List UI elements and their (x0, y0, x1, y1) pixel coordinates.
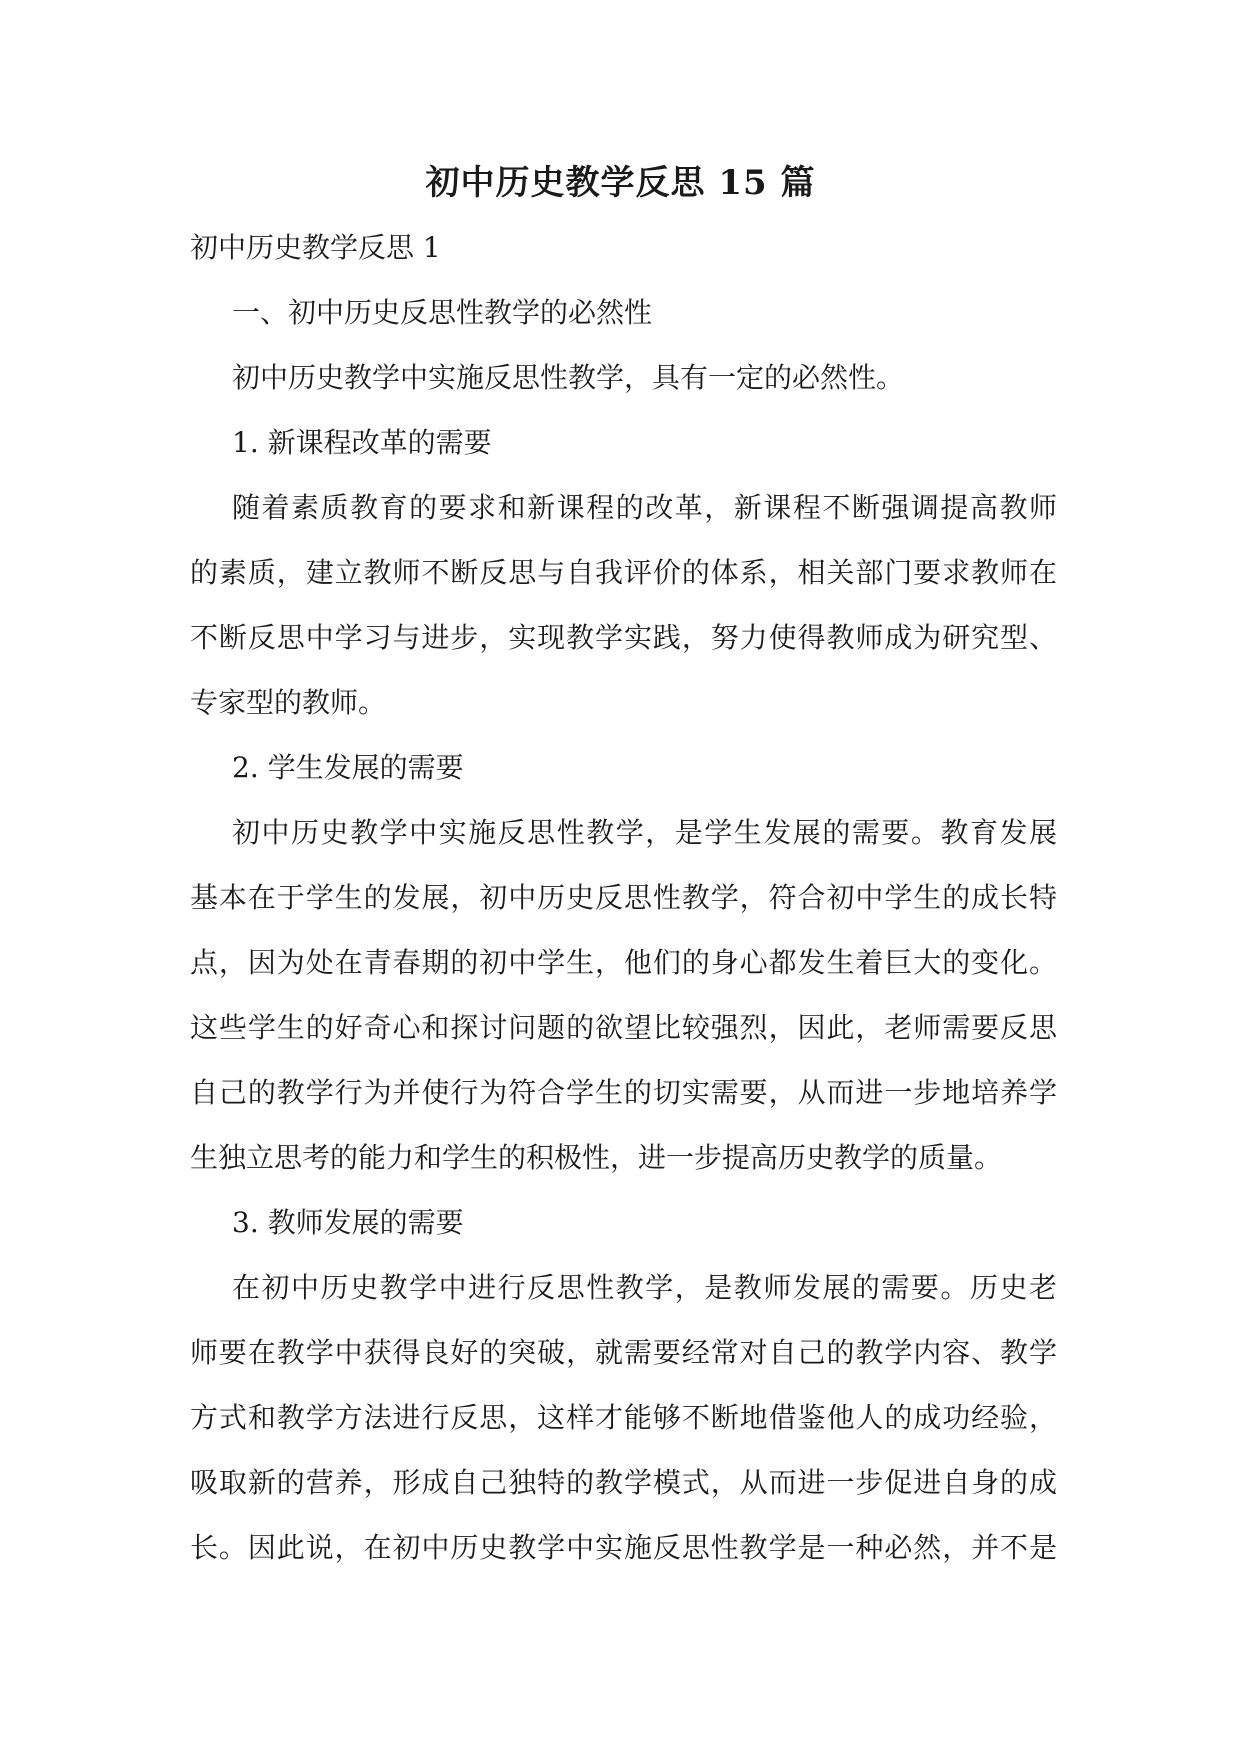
paragraph-line: 方式和教学方法进行反思，这样才能够不断地借鉴他人的成功经验， (190, 1401, 1057, 1434)
paragraph-line: 初中历史教学中实施反思性教学，是学生发展的需要。教育发展 (232, 816, 1057, 849)
paragraph-line: 随着素质教育的要求和新课程的改革，新课程不断强调提高教师 (232, 491, 1057, 524)
paragraph-line: 这些学生的好奇心和探讨问题的欲望比较强烈，因此，老师需要反思 (190, 1011, 1057, 1044)
paragraph-line: 专家型的教师。 (190, 686, 387, 719)
paragraph-line: 初中历史教学中实施反思性教学，具有一定的必然性。 (232, 361, 905, 394)
paragraph-line: 不断反思中学习与进步，实现教学实践，努力使得教师成为研究型、 (190, 621, 1057, 654)
point-heading: 2. 学生发展的需要 (232, 751, 464, 784)
paragraph-line: 基本在于学生的发展，初中历史反思性教学，符合初中学生的成长特 (190, 881, 1057, 914)
point-heading: 3. 教师发展的需要 (232, 1206, 464, 1239)
paragraph-line: 点，因为处在青春期的初中学生，他们的身心都发生着巨大的变化。 (190, 946, 1057, 979)
paragraph-line: 自己的教学行为并使行为符合学生的切实需要，从而进一步地培养学 (190, 1076, 1057, 1109)
paragraph-line: 生独立思考的能力和学生的积极性，进一步提高历史教学的质量。 (190, 1141, 1003, 1174)
paragraph-line: 师要在教学中获得良好的突破，就需要经常对自己的教学内容、教学 (190, 1336, 1057, 1369)
paragraph-line: 的素质，建立教师不断反思与自我评价的体系，相关部门要求教师在 (190, 556, 1057, 589)
document-body (190, 227, 1057, 1592)
paragraph-line: 长。因此说，在初中历史教学中实施反思性教学是一种必然，并不是 (190, 1531, 1057, 1564)
paragraph-line: 吸取新的营养，形成自己独特的教学模式，从而进一步促进自身的成 (190, 1466, 1057, 1499)
section-heading: 初中历史教学反思 1 (190, 231, 441, 264)
point-heading: 1. 新课程改革的需要 (232, 426, 492, 459)
subsection-heading: 一、初中历史反思性教学的必然性 (232, 296, 653, 329)
paragraph-line: 在初中历史教学中进行反思性教学，是教师发展的需要。历史老 (232, 1271, 1057, 1304)
document-title: 初中历史教学反思 15 篇 (425, 163, 816, 203)
